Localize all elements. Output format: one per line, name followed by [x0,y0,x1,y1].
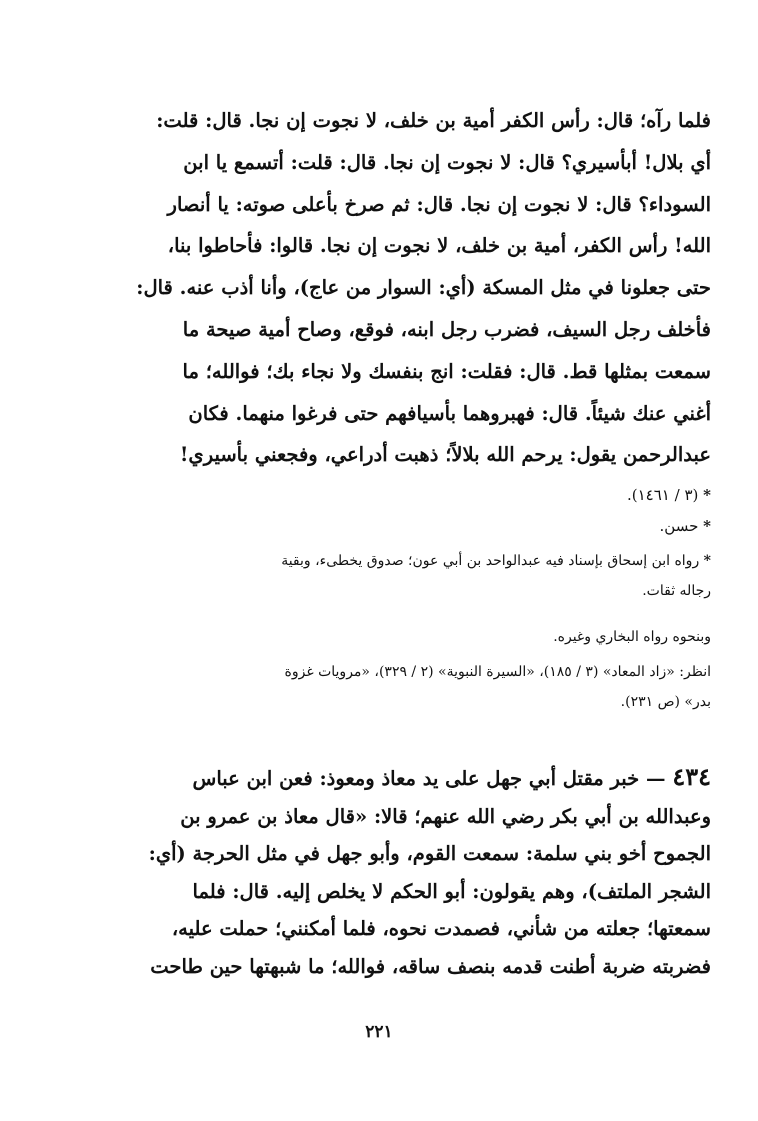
note-star-icon: * [703,486,711,504]
text-line: الشجر الملتف)، وهم يقولون: أبو الحكم لا يخلص إليه. قال: فلما [192,879,711,903]
takhrij-text-continued: رجاله ثقات. [642,583,711,599]
text-line: أغني عنك شيئاً. قال: فهبروهما بأسيافهم حتى فرغوا منهما. فكان [188,401,711,425]
hadith-number: ٤٣٤ [672,762,711,791]
note-also [46,622,711,652]
text-line: فضربته ضربة أطنت قدمه بنصف ساقه، فوالله؛ ما شبهتها حين طاحت [150,954,711,978]
see-text: انظر: «زاد المعاد» (٣ / ١٨٥)، «السيرة النبوية» (٢ / ٣٢٩)، «مرويات غزوة [284,664,711,680]
note-see-also [46,657,711,717]
text-line: سمعتها؛ جعلته من شأني، فصمدت نحوه، فلما أمكنني؛ حملت عليه، [171,917,711,940]
note-reference [46,480,711,510]
text-line: سمعت بمثلها قط. قال: فقلت: انج بنفسك ولا نجاء بك؛ فوالله؛ ما [182,359,711,383]
reference-text: (٣ / ١٤٦١). [626,486,699,504]
grade-text: حسن. [659,517,699,535]
text-line: حتى جعلونا في مثل المسكة (أي: السوار من عاج)، وأنا أذب عنه. قال: [136,276,711,300]
hadith-block [41,758,711,985]
main-text-block [41,100,711,476]
text-line: أي بلال! أبأسيري؟ قال: لا نجوت إن نجا. قال: قلت: أتسمع يا ابن [183,150,711,174]
text-line: فأخلف رجل السيف، فضرب رجل ابنه، فوقع، وصاح أمية صيحة ما [182,317,711,341]
also-text: وبنحوه رواه البخاري وغيره. [553,629,711,645]
text-line: فلما رآه؛ قال: رأس الكفر أمية بن خلف، لا نجوت إن نجا. قال: قلت: [156,109,711,132]
text-line: وعبدالله بن أبي بكر رضي الله عنهم؛ قالا: «قال معاذ بن عمرو بن [180,804,711,828]
page-number: ٢٢١ [365,1022,393,1042]
note-takhrij [46,546,711,606]
note-star-icon: * [703,517,711,535]
text-line: السوداء؟ قال: لا نجوت إن نجا. قال: ثم صرخ بأعلى صوته: يا أنصار [167,192,711,216]
text-line: عبدالرحمن يقول: يرحم الله بلالاً؛ ذهبت أدراعي، وفجعني بأسيري! [179,443,711,467]
hadith-title: — خبر مقتل أبي جهل على يد معاذ ومعوذ: فعن ابن عباس [192,767,666,790]
hadith-heading-line [41,758,711,798]
takhrij-text: رواه ابن إسحاق بإسناد فيه عبدالواحد بن أبي عون؛ صدوق يخطىء، وبقية [281,553,700,569]
see-text-continued: بدر» (ص ٢٣١). [620,694,711,710]
text-line: الجموح أخو بني سلمة: سمعت القوم، وأبو جهل في مثل الحرجة (أي: [148,842,711,865]
text-line: الله! رأس الكفر، أمية بن خلف، لا نجوت إن نجا. قالوا: فأحاطوا بنا، [167,234,711,258]
note-grade [46,511,711,541]
note-star-icon: * [703,553,711,569]
